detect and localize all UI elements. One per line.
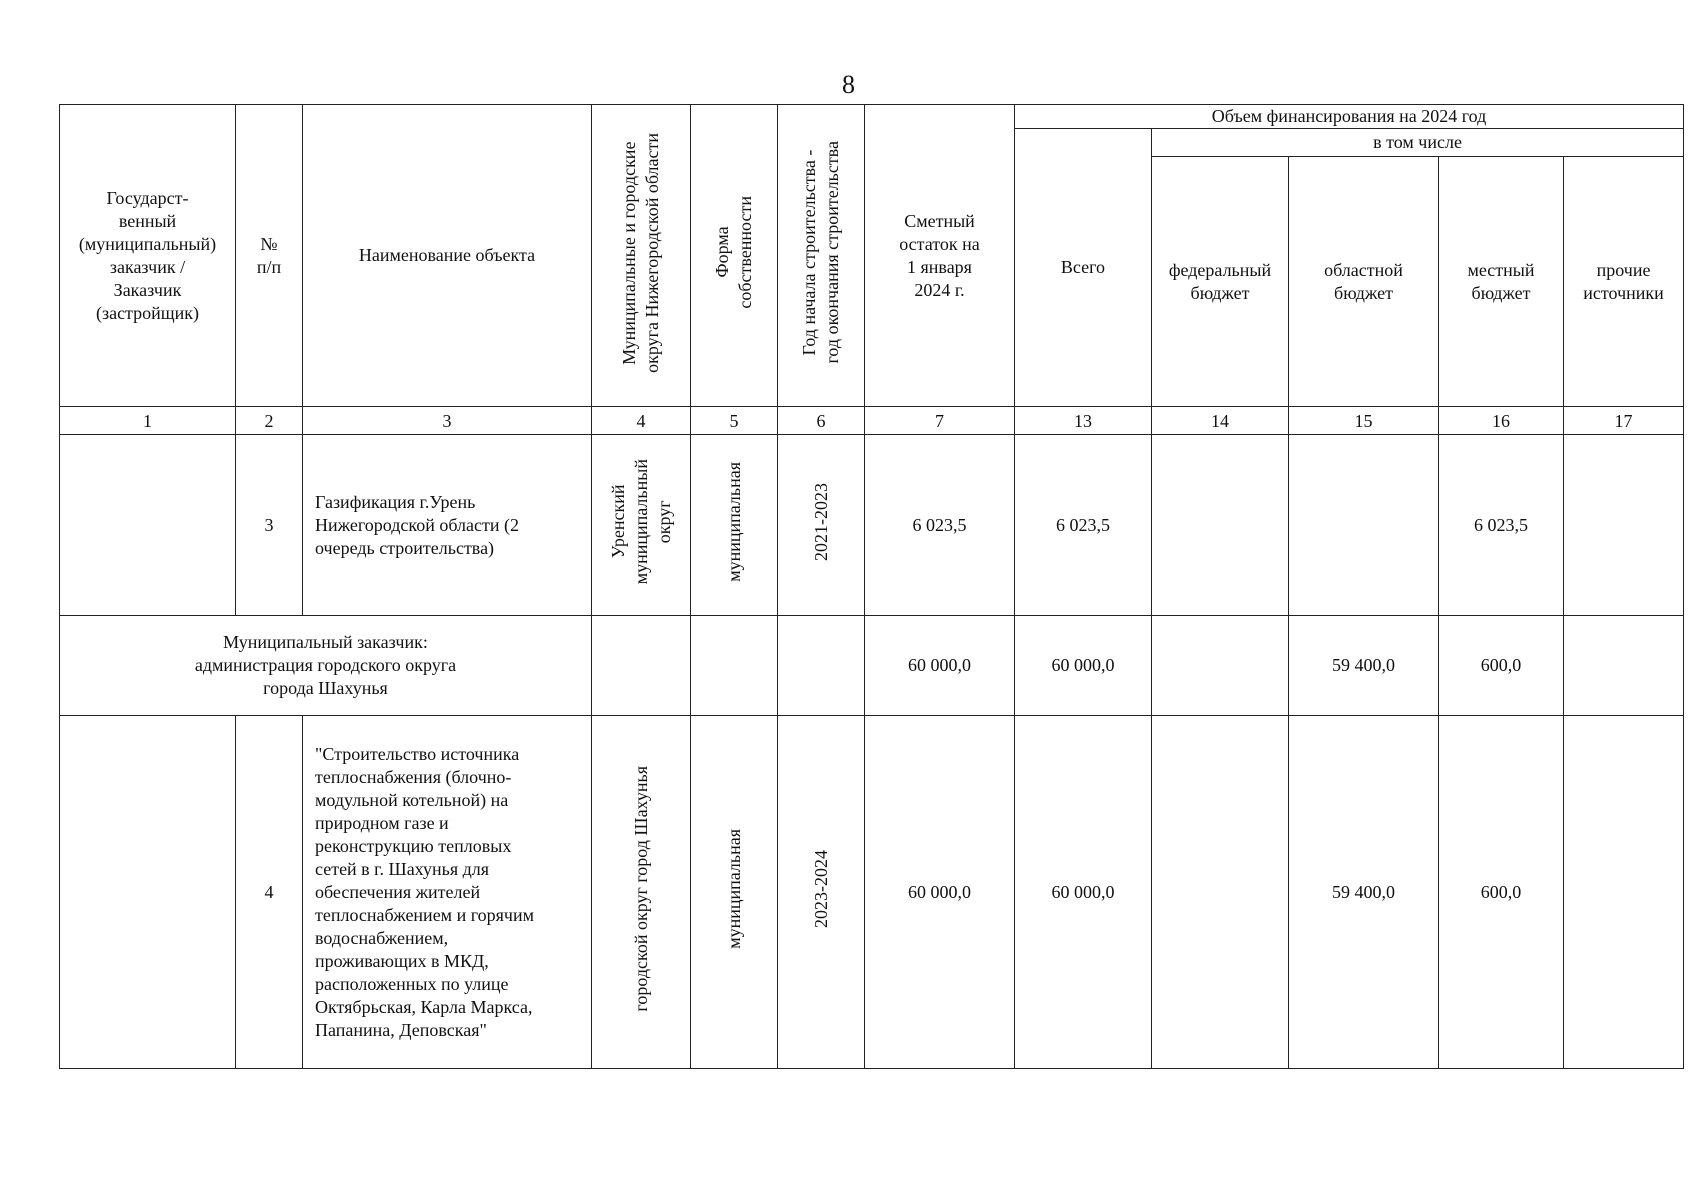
- cell-years: [778, 716, 865, 1069]
- header-total: Всего: [1015, 129, 1152, 407]
- cell-ownership: [691, 716, 778, 1069]
- column-number: 16: [1439, 407, 1564, 435]
- header-funding-group: Объем финансирования на 2024 год: [1015, 105, 1684, 129]
- page-number: 8: [842, 70, 855, 99]
- cell-years: [778, 616, 865, 716]
- cell-customer: [60, 716, 236, 1069]
- header-local: местный бюджет: [1439, 157, 1564, 407]
- column-number: 3: [303, 407, 592, 435]
- column-numbers-row: [60, 407, 1684, 435]
- cell-num: 4: [236, 716, 303, 1069]
- column-number: 17: [1564, 407, 1684, 435]
- cell-federal: [1152, 435, 1289, 616]
- header-district: [592, 105, 691, 407]
- cell-object-name: "Строительство источника теплоснабжения (блочно- модульной котельной) на природном газе и реконструкцию тепловых сетей в г. Шахунья для обеспечения жителей теплоснабжением и горячим водоснабжением, проживающих в МКД, расположенных по улице Октябрьская, Карла Маркса, Папанина, Деповская": [303, 716, 592, 1069]
- cell-regional: [1289, 435, 1439, 616]
- header-object-name: Наименование объекта: [303, 105, 592, 407]
- cell-customer: [60, 435, 236, 616]
- header-district-text: Муниципальные и городские округа Нижегородской области: [619, 132, 662, 373]
- header-num: № п/п: [236, 105, 303, 407]
- cell-other: [1564, 616, 1684, 716]
- cell-regional: 59 400,0: [1289, 616, 1439, 716]
- cell-years-text: 2021-2023: [810, 483, 831, 561]
- column-number: 15: [1289, 407, 1439, 435]
- header-estimate: Сметный остаток на 1 января 2024 г.: [865, 105, 1015, 407]
- cell-federal: [1152, 616, 1289, 716]
- cell-object-name: Газификация г.Урень Нижегородской области (2 очередь строительства): [303, 435, 592, 616]
- cell-local: 600,0: [1439, 616, 1564, 716]
- cell-regional: 59 400,0: [1289, 716, 1439, 1069]
- header-including: в том числе: [1152, 129, 1684, 157]
- cell-local: 6 023,5: [1439, 435, 1564, 616]
- cell-total: 60 000,0: [1015, 716, 1152, 1069]
- column-number: 2: [236, 407, 303, 435]
- cell-total: 6 023,5: [1015, 435, 1152, 616]
- cell-years: [778, 435, 865, 616]
- cell-federal: [1152, 716, 1289, 1069]
- cell-district: [592, 435, 691, 616]
- cell-other: [1564, 716, 1684, 1069]
- cell-district-text: Уренский муниципальный округ: [607, 459, 674, 585]
- cell-ownership-text: муниципальная: [723, 462, 744, 582]
- column-number: 7: [865, 407, 1015, 435]
- header-regional: областной бюджет: [1289, 157, 1439, 407]
- cell-ownership: [691, 435, 778, 616]
- cell-ownership: [691, 616, 778, 716]
- column-number: 14: [1152, 407, 1289, 435]
- cell-local: 600,0: [1439, 716, 1564, 1069]
- cell-estimate: 60 000,0: [865, 616, 1015, 716]
- table-row: [60, 435, 1684, 616]
- header-row-1: [60, 105, 1684, 129]
- construction-budget-table: [59, 104, 1684, 1069]
- cell-years-text: 2023-2024: [810, 850, 831, 928]
- header-ownership: [691, 105, 778, 407]
- cell-district-text: городской округ город Шахунья: [630, 766, 651, 1012]
- header-other: прочие источники: [1564, 157, 1684, 407]
- header-years: [778, 105, 865, 407]
- cell-customer-group: Муниципальный заказчик: администрация городского округа города Шахунья: [60, 616, 592, 716]
- table-row: [60, 716, 1684, 1069]
- header-customer: Государст- венный (муниципальный) заказчик / Заказчик (застройщик): [60, 105, 236, 407]
- header-years-text: Год начала строительства - год окончания строительства: [799, 141, 842, 364]
- column-number: 5: [691, 407, 778, 435]
- cell-num: 3: [236, 435, 303, 616]
- cell-estimate: 6 023,5: [865, 435, 1015, 616]
- header-federal: федеральный бюджет: [1152, 157, 1289, 407]
- header-ownership-text: Форма собственности: [712, 196, 755, 309]
- table-row-customer-group: [60, 616, 1684, 716]
- cell-district: [592, 716, 691, 1069]
- cell-ownership-text: муниципальная: [723, 829, 744, 949]
- cell-other: [1564, 435, 1684, 616]
- cell-district: [592, 616, 691, 716]
- column-number: 13: [1015, 407, 1152, 435]
- column-number: 6: [778, 407, 865, 435]
- column-number: 1: [60, 407, 236, 435]
- cell-estimate: 60 000,0: [865, 716, 1015, 1069]
- cell-total: 60 000,0: [1015, 616, 1152, 716]
- column-number: 4: [592, 407, 691, 435]
